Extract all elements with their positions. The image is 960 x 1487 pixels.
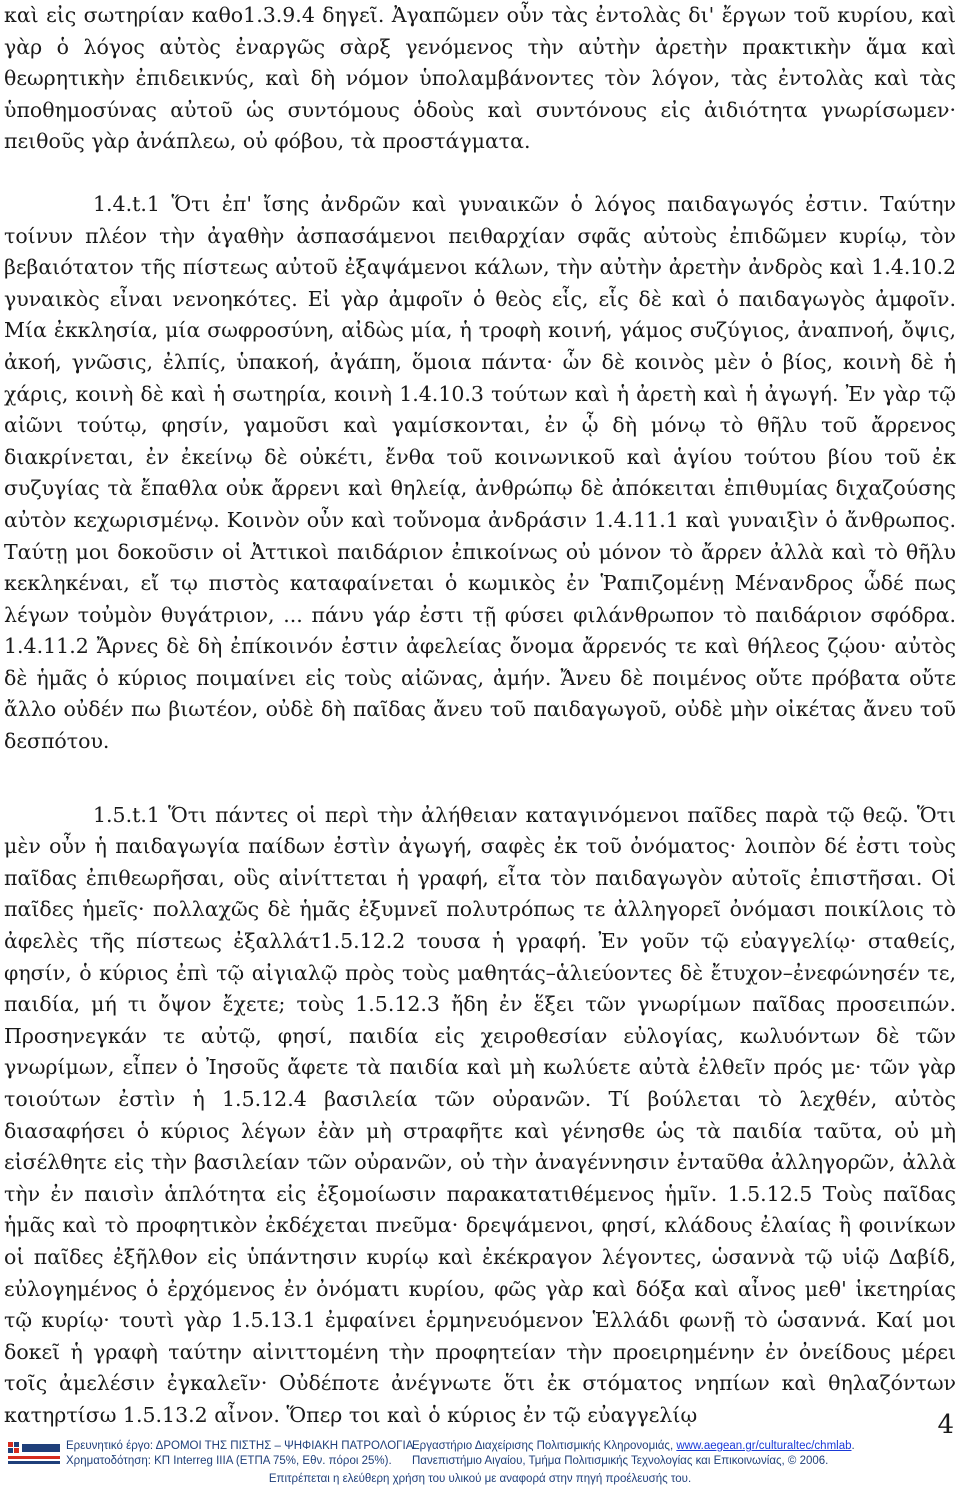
footer-lab-period: . bbox=[851, 1440, 855, 1452]
footer-lab-info bbox=[412, 1439, 855, 1469]
footer-lab-name: Εργαστήριο Διαχείρισης Πολιτισμικής Κληρονομιάς, bbox=[412, 1440, 677, 1452]
paragraph-1-5: 1.5.t.1 Ὅτι πάντες οἱ περὶ τὴν ἀλήθειαν καταγινόμενοι παῖδες παρὰ τῷ θεῷ. Ὅτι μὲν οὖν ἡ παιδαγωγία παίδων ἐστὶν ἀγωγή, σαφὲς ἐκ τοῦ ὀνόματος· λοιπὸν δέ ἐστι τοὺς παῖδας ἐπιθεωρῆσαι, οὓς αἰνίττεται ἡ γραφή, εἶτα τὸν παιδαγωγὸν αὐτοῖς ἐπιστῆσαι. Οἱ παῖδες ἡμεῖς· πολλαχῶς δὲ ἡμᾶς ἐξυμνεῖ πολυτρόπως τε ἀλληγορεῖ ὀνόμασι ποικίλοις τὸ ἀφελὲς τῆς πίστεως ἐξαλλάτ1.5.12.2 τουσα ἡ γραφή. Ἐν γοῦν τῷ εὐαγγελίῳ· σταθείς, φησίν, ὁ κύριος ἐπὶ τῷ αἰγιαλῷ πρὸς τοὺς μαθητάς–ἁλιεύοντες δὲ ἔτυχον–ἐνεφώνησέν τε, παιδία, μή τι ὄψον ἔχετε; τοὺς 1.5.12.3 ἤδη ἐν ἕξει τῶν γνωρίμων παῖδας προσειπών. Προσηνεγκάν τε αὐτῷ, φησί, παιδία εἰς χειροθεσίαν εὐλογίας, κωλυόντων δὲ τῶν γνωρίμων, εἶπεν ὁ Ἰησοῦς ἄφετε τὰ παιδία καὶ μὴ κωλύετε αὐτὰ ἐλθεῖν πρός με· τῶν γὰρ τοιούτων ἐστὶν ἡ 1.5.12.4 βασιλεία τῶν οὐρανῶν. Τί βούλεται τὸ λεχθέν, αὐτὸς διασαφήσει ὁ κύριος λέγων ἐὰν μὴ στραφῆτε καὶ γένησθε ὡς τὰ παιδία ταῦτα, οὐ μὴ εἰσέλθητε εἰς τὴν βασιλείαν τῶν οὐρανῶν, οὐ τὴν ἀναγέννησιν ἐνταῦθα ἀλληγορῶν, ἀλλὰ τὴν ἐν παισὶν ἁπλότητα εἰς ἐξομοίωσιν παρακατατιθέμενος ἡμῖν. 1.5.12.5 Τοὺς παῖδας ἡμᾶς καὶ τὸ προφητικὸν ἐκδέχεται πνεῦμα· δρεψάμενοι, φησί, κλάδους ἐλαίας ἢ φοινίκων οἱ παῖδες ἐξῆλθον εἰς ὑπάντησιν κυρίῳ καὶ ἐκέκραγον λέγοντες, ὡσαννὰ τῷ υἱῷ Δαβίδ, εὐλογημένος ὁ ἐρχόμενος ἐν ὀνόματι κυρίου, φῶς γὰρ καὶ δόξα καὶ αἶνος μεθ' ἱκετηρίας τῷ κυρίῳ· τουτὶ γὰρ 1.5.13.1 ἐμφαίνει ἑρμηνευόμενον Ἑλλάδι φωνῇ τὸ ὡσαννά. Καί μοι δοκεῖ ἡ γραφὴ ταύτην αἰνιττομένη τὴν προφητείαν τὴν προειρημένην ἐν ὀνείδους μέρει τοῖς ἀμελέσιν ἐγκαλεῖν· Οὐδέποτε ἀνέγνωτε ὅτι ἐκ στόματος νηπίων καὶ θηλαζόντων κατηρτίσω 1.5.13.2 αἶνον. Ὅπερ τοι καὶ ὁ κύριος ἐν τῷ εὐαγγελίῳ bbox=[4, 802, 956, 1427]
page-number: 4 bbox=[937, 1410, 954, 1440]
page-footer bbox=[0, 1436, 960, 1487]
footer-usage-notice: Επιτρέπεται η ελεύθερη χρήση του υλικού με αναφορά στην πηγή προέλευσής του. bbox=[268, 1473, 692, 1485]
footer-lab-line bbox=[412, 1439, 855, 1454]
document-body bbox=[4, 0, 956, 1432]
footer-university-line: Πανεπιστήμιο Αιγαίου, Τμήμα Πολιτισμικής Τεχνολογίας και Επικοινωνίας, © 2006. bbox=[412, 1455, 829, 1467]
footer-funding-line: Χρηματοδότηση: ΚΠ Interreg IIIA (ΕΤΠΑ 75%, Εθν. πόροι 25%). bbox=[66, 1455, 392, 1467]
interreg-logo bbox=[6, 1439, 62, 1467]
footer-lab-link[interactable]: www.aegean.gr/culturaltec/chmlab bbox=[676, 1440, 852, 1452]
paragraph-1-4: 1.4.t.1 Ὅτι ἐπ' ἴσης ἀνδρῶν καὶ γυναικῶν ὁ λόγος παιδαγωγός ἐστιν. Ταύτην τοίνυν πλέον τὴν ἀγαθὴν ἀσπασάμενοι πειθαρχίαν σφᾶς αὐτοὺς ἐπιδῶμεν κυρίῳ, τὸν βεβαιότατον τῆς πίστεως αὐτοῦ ἐξαψάμενοι κάλων, τὴν αὐτὴν ἀρετὴν ἀνδρὸς καὶ 1.4.10.2 γυναικὸς εἶναι νενοηκότες. Εἰ γὰρ ἀμφοῖν ὁ θεὸς εἷς, εἷς δὲ καὶ ὁ παιδαγωγὸς ἀμφοῖν. Μία ἐκκλησία, μία σωφροσύνη, αἰδὼς μία, ἡ τροφὴ κοινή, γάμος συζύγιος, ἀναπνοή, ὄψις, ἀκοή, γνῶσις, ἐλπίς, ὑπακοή, ἀγάπη, ὅμοια πάντα· ὧν δὲ κοινὸς μὲν ὁ βίος, κοινὴ δὲ ἡ χάρις, κοινὴ δὲ καὶ ἡ σωτηρία, κοινὴ 1.4.10.3 τούτων καὶ ἡ ἀρετὴ καὶ ἡ ἀγωγή. Ἐν γὰρ τῷ αἰῶνι τούτῳ, φησίν, γαμοῦσι καὶ γαμίσκονται, ἐν ᾧ δὴ μόνῳ τὸ θῆλυ τοῦ ἄρρενος διακρίνεται, ἐν ἐκείνῳ δὲ οὐκέτι, ἔνθα τοῦ κοινωνικοῦ καὶ ἁγίου τούτου βίου τοῦ ἐκ συζυγίας τὰ ἔπαθλα οὐκ ἄρρενι καὶ θηλείᾳ, ἀνθρώπῳ δὲ ἀπόκειται ἐπιθυμίας διχαζούσης αὐτὸν κεχωρισμένῳ. Κοινὸν οὖν καὶ τοὔνομα ἀνδράσιν 1.4.11.1 καὶ γυναιξὶν ὁ ἄνθρωπος. Ταύτῃ μοι δοκοῦσιν οἱ Ἀττικοὶ παιδάριον ἐπικοίνως οὐ μόνον τὸ ἄρρεν ἀλλὰ καὶ τὸ θῆλυ κεκληκέναι, εἴ τῳ πιστὸς καταφαίνεται ὁ κωμικὸς ἐν Ῥαπιζομένῃ Μένανδρος ὧδέ πως λέγων τοὐμὸν θυγάτριον, ... πάνυ γάρ ἐστι τῇ φύσει φιλάνθρωπον τὸ παιδάριον σφόδρα. 1.4.11.2 Ἄρνες δὲ δὴ ἐπίκοινόν ἐστιν ἀφελείας ὄνομα ἄρρενός τε καὶ θήλεος ζῴου· αὐτὸς δὲ ἡμᾶς ὁ κύριος ποιμαίνει εἰς τοὺς αἰῶνας, ἀμήν. Ἄνευ δὲ ποιμένος οὔτε πρόβατα οὔτε ἄλλο οὐδέν πω βιωτέον, οὐδὲ δὴ παῖδας ἄνευ τοῦ παιδαγωγοῦ, οὐδὲ μὴν οἰκέτας ἄνευ τοῦ δεσπότου. bbox=[4, 191, 956, 754]
footer-project-info bbox=[66, 1439, 417, 1469]
footer-project-line: Ερευνητικό έργο: ΔΡΟΜΟΙ ΤΗΣ ΠΙΣΤΗΣ – ΨΗΦΙΑΚΗ ΠΑΤΡΟΛΟΓΙΑ. bbox=[66, 1440, 417, 1452]
paragraph-1-3-9-4: καὶ εἰς σωτηρίαν καθο1.3.9.4 δηγεῖ. Ἀγαπῶμεν οὖν τὰς ἐντολὰς δι' ἔργων τοῦ κυρίου, καὶ γὰρ ὁ λόγος αὐτὸς ἐναργῶς σὰρξ γενόμενος τὴν αὐτὴν ἀρετὴν πρακτικὴν ἅμα καὶ θεωρητικὴν ἐπιδεικνύς, καὶ δὴ νόμον ὑπολαμβάνοντες τὸν λόγον, τὰς ἐντολὰς καὶ τὰς ὑποθημοσύνας αὐτοῦ ὡς συντόμους ὁδοὺς καὶ συντόνους εἰς ἀιδιότητα γνωρίσωμεν· πειθοῦς γὰρ ἀνάπλεω, οὐ φόβου, τὰ προστάγματα. bbox=[4, 3, 956, 154]
